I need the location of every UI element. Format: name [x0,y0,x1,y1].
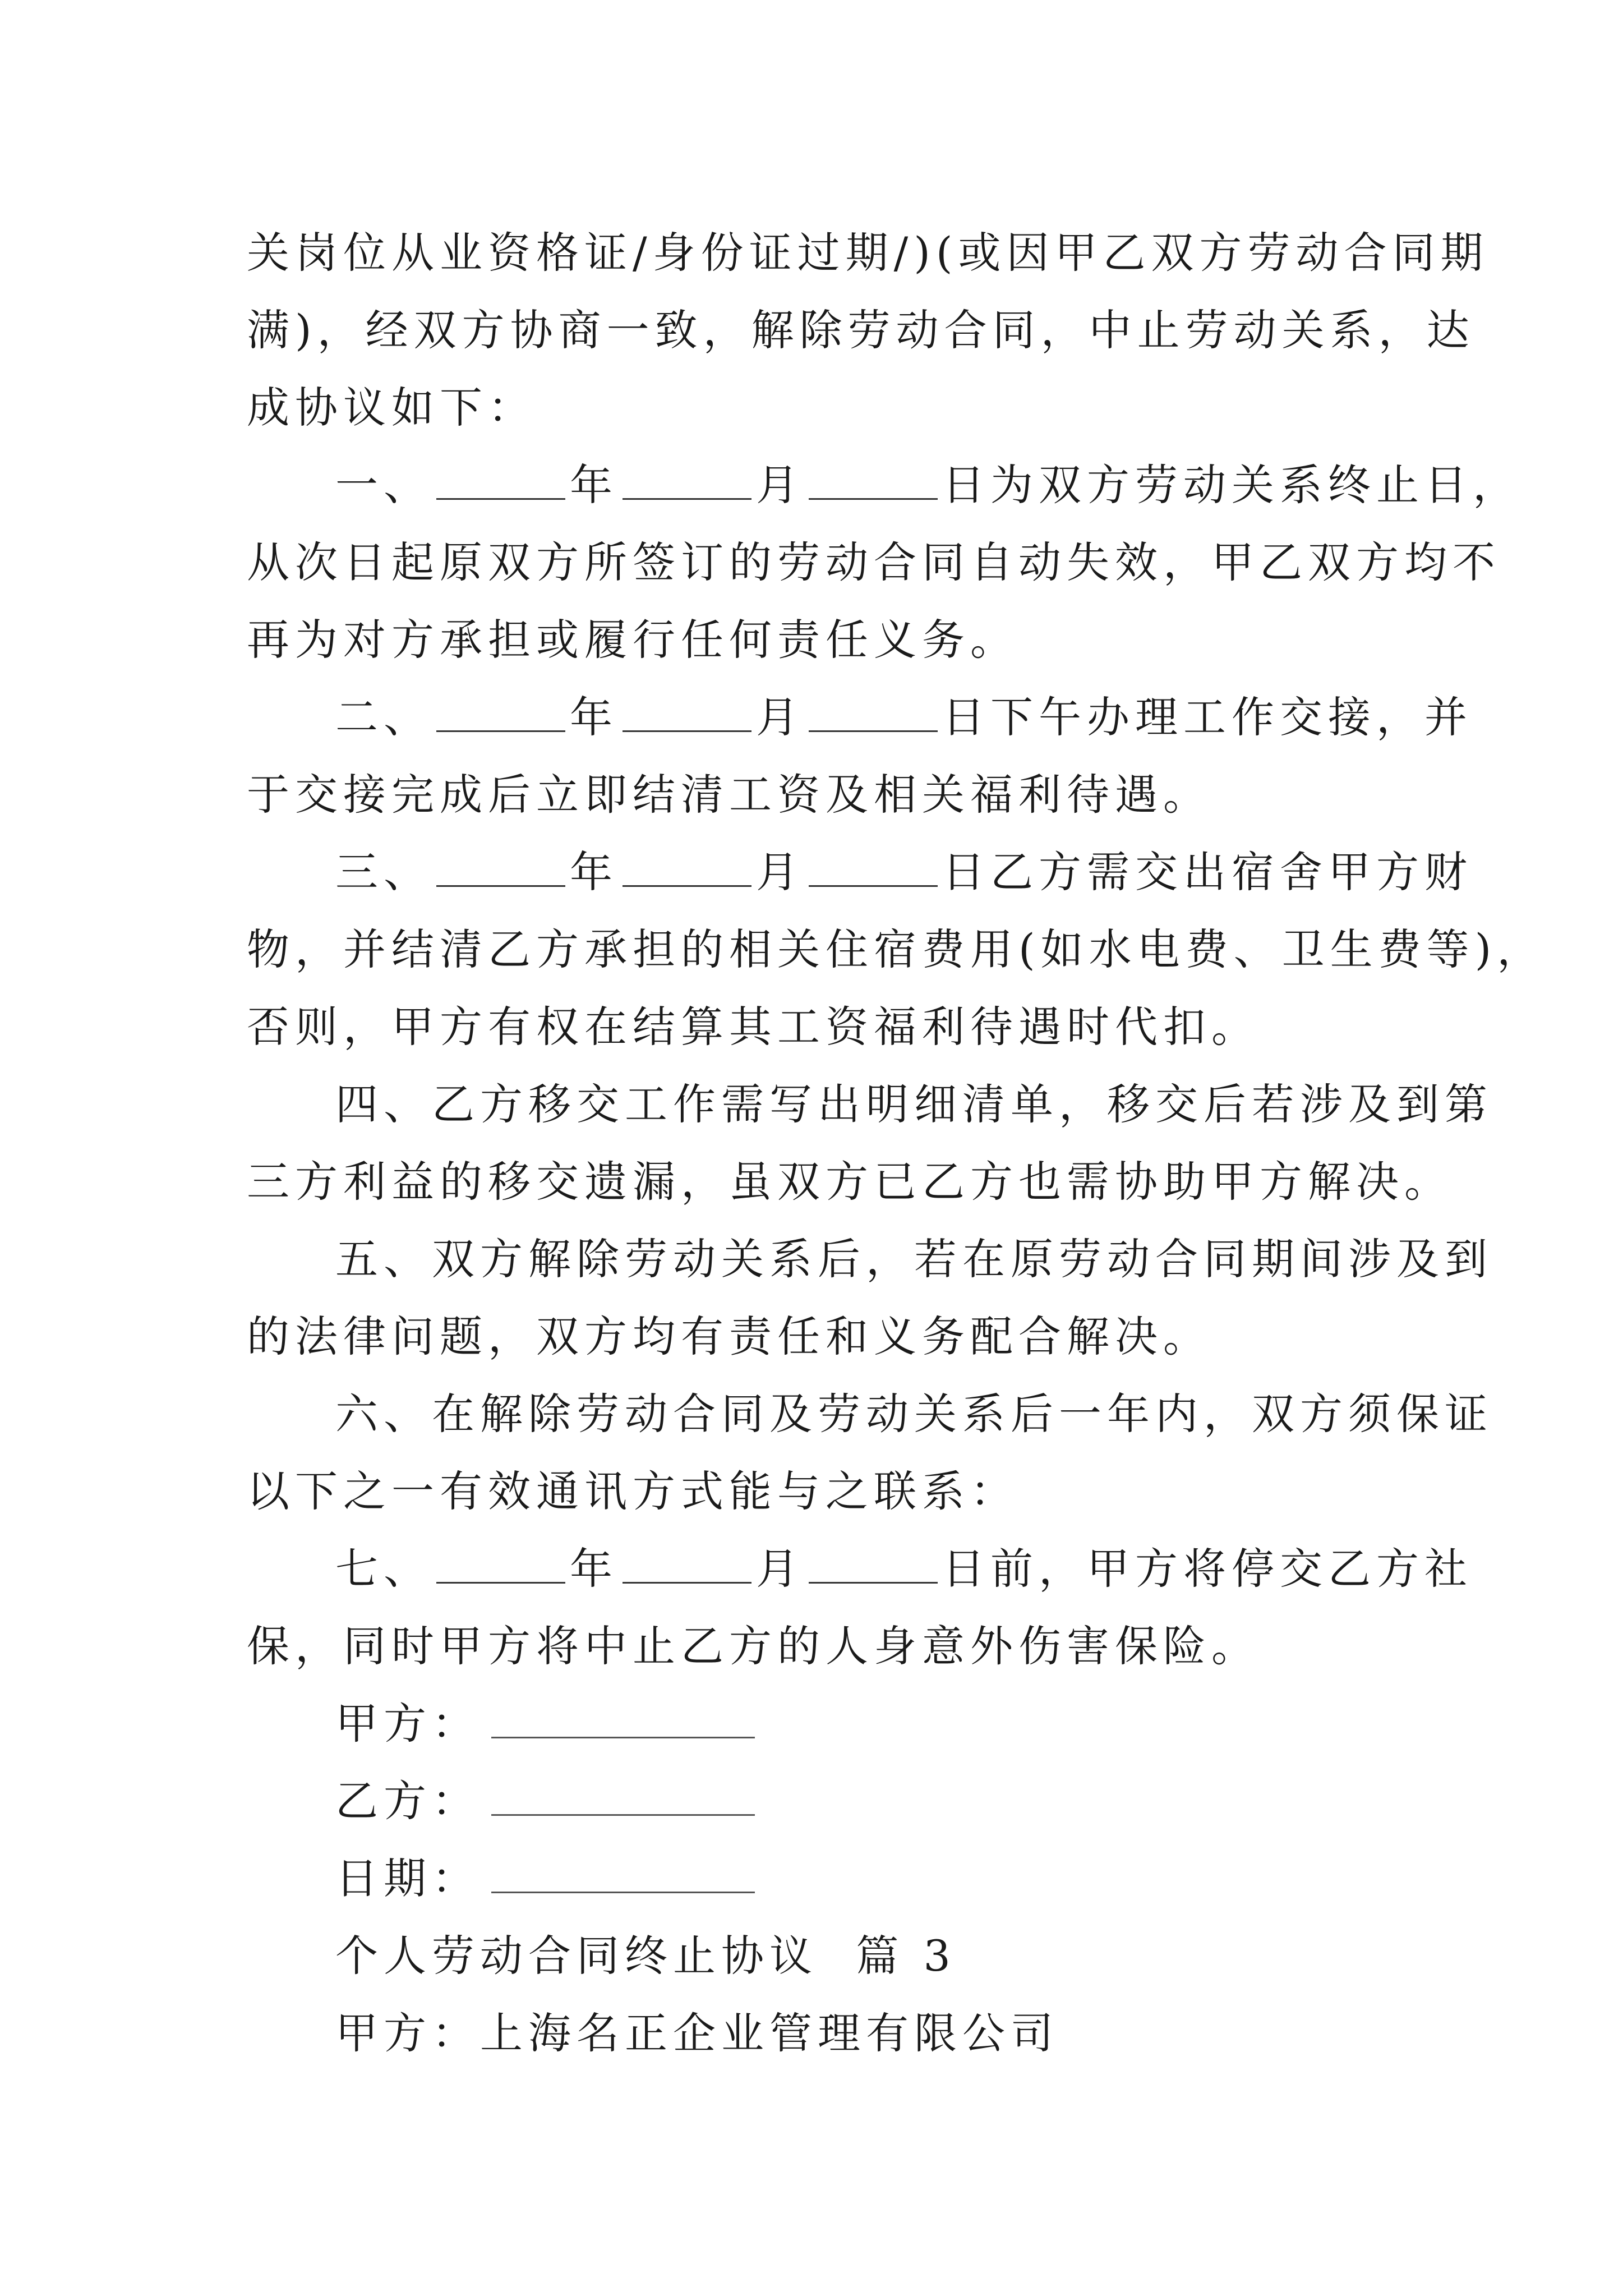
clause-3-line-3: 否则，甲方有权在结算其工资福利待遇时代扣。 [247,1002,1260,1052]
clause-2-line-1 [247,679,1473,756]
year-blank [436,1548,565,1584]
signature-party-a [247,1685,1424,1763]
clause-2-day-rest: 日下午办理工作交接，并 [942,692,1473,742]
year-blank [436,697,565,732]
party-a-label: 甲方： [335,1699,480,1749]
clause-1-prefix: 一、 [335,460,432,510]
signature-party-b [247,1763,1424,1840]
year-blank [436,464,565,500]
clause-2-line-2: 于交接完成后立即结清工资及相关福利待遇。 [247,770,1211,820]
clause-3-prefix: 三、 [335,847,432,897]
clause-3-line-1 [247,834,1473,911]
clause-1-line-2: 从次日起原双方所签订的劳动合同自动失效，甲乙双方均不 [247,537,1501,587]
date-label: 日期： [335,1853,480,1903]
clause-3-line-2: 物，并结清乙方承担的相关住宿费用(如水电费、卫生费等)， [247,924,1546,974]
clause-3-year: 年 [570,847,618,897]
clause-4-line-2: 三方利益的移交遗漏，虽双方已乙方也需协助甲方解决。 [247,1157,1453,1207]
day-blank [809,697,938,732]
intro-line-2: 满)，经双方协商一致，解除劳动合同，中止劳动关系，达 [247,305,1475,355]
clause-7-day-rest: 日前，甲方将停交乙方社 [942,1544,1473,1594]
clause-7-year: 年 [570,1544,618,1594]
month-blank [623,697,751,732]
clause-1-line-3: 再为对方承担或履行任何责任义务。 [247,615,1018,665]
month-blank [623,852,751,887]
clause-2-month: 月 [756,692,804,742]
clause-7-month: 月 [756,1544,804,1594]
clause-5-line-1: 五、双方解除劳动关系后，若在原劳动合同期间涉及到 [335,1234,1493,1284]
clause-3-month: 月 [756,847,804,897]
clause-3-day-rest: 日乙方需交出宿舍甲方财 [942,847,1473,897]
party-a-signature-blank [491,1703,755,1738]
day-blank [809,464,938,500]
party-b-signature-blank [491,1780,755,1816]
clause-1-day-rest: 日为双方劳动关系终止日， [942,460,1521,510]
clause-1-line-1 [247,447,1521,524]
intro-line-1: 关岗位从业资格证/身份证过期/)(或因甲乙双方劳动合同期 [247,228,1489,278]
signature-date [247,1840,1424,1917]
intro-line-3: 成协议如下： [247,383,536,432]
day-blank [809,1548,938,1584]
next-party-a: 甲方：上海名正企业管理有限公司 [335,2008,1059,2058]
section-title: 个人劳动合同终止协议 篇 3 [335,1931,956,1981]
clause-7-line-1 [247,1530,1473,1608]
month-blank [623,464,751,500]
clause-1-year: 年 [570,460,618,510]
day-blank [809,852,938,887]
clause-7-line-2: 保，同时甲方将中止乙方的人身意外伤害保险。 [247,1621,1260,1671]
year-blank [436,852,565,887]
month-blank [623,1548,751,1584]
date-signature-blank [491,1858,755,1893]
party-b-label: 乙方： [335,1776,480,1826]
clause-6-line-1: 六、在解除劳动合同及劳动关系后一年内，双方须保证 [335,1389,1493,1439]
clause-2-prefix: 二、 [335,692,432,742]
clause-6-line-2: 以下之一有效通讯方式能与之联系： [247,1466,1018,1516]
clause-7-prefix: 七、 [335,1544,432,1594]
document-body [247,214,1546,2072]
clause-5-line-2: 的法律问题，双方均有责任和义务配合解决。 [247,1312,1211,1361]
clause-4-line-1: 四、乙方移交工作需写出明细清单，移交后若涉及到第 [335,1079,1493,1129]
clause-1-month: 月 [756,460,804,510]
clause-2-year: 年 [570,692,618,742]
